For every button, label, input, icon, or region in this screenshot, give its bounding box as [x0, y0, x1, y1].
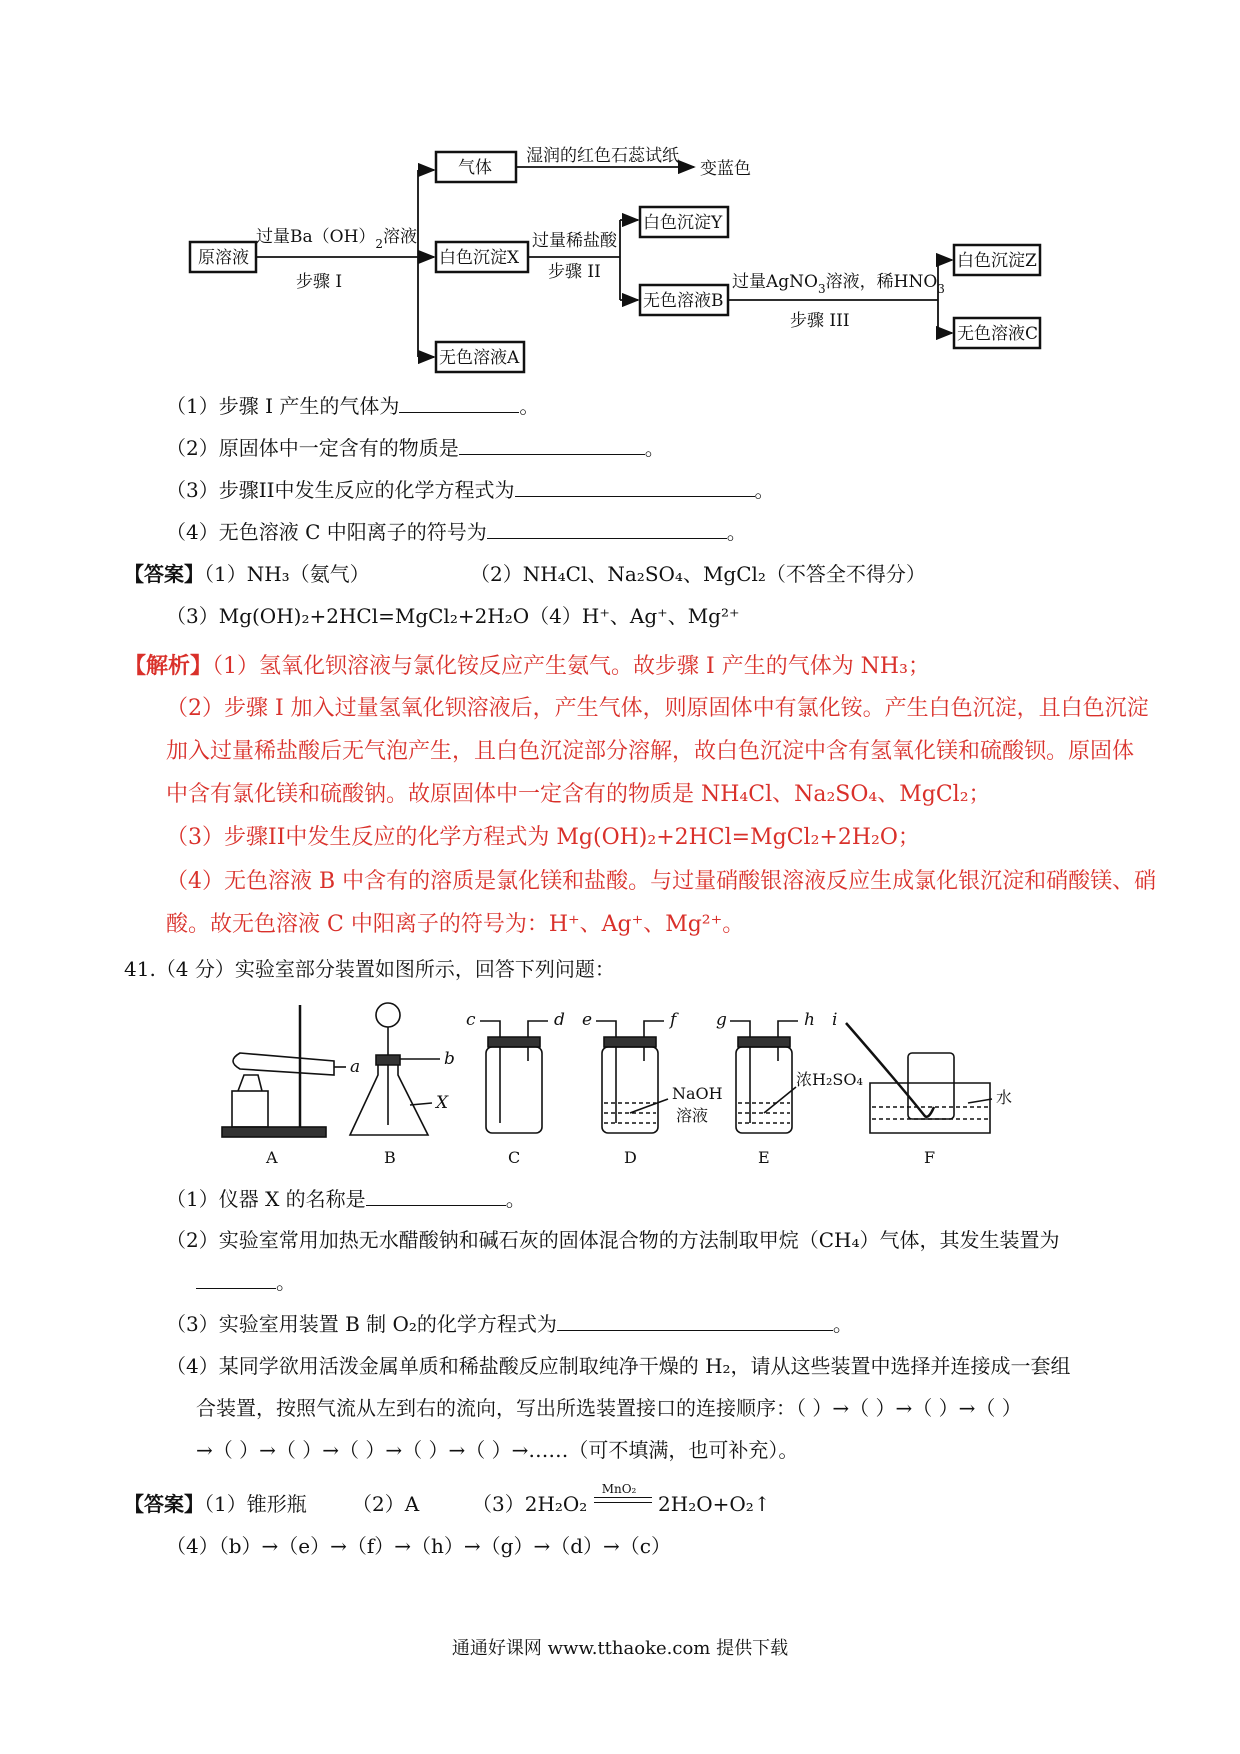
q40-q1: （1）步骤 I 产生的气体为 。	[166, 394, 540, 418]
catalyst-label: MnO₂	[601, 1482, 637, 1496]
flow-reagent3: 过量AgNO$_3$溶液，稀$HNO_3$	[732, 272, 945, 296]
apparatus-name-d: D	[624, 1148, 637, 1167]
flow-step3: 步骤 III	[790, 311, 850, 331]
q40-answer-3: （3）Mg(OH)₂+2HCl=MgCl₂+2H₂O（4）H⁺、Ag⁺、Mg²⁺	[166, 604, 740, 628]
q41-q4a: （4）某同学欲用活泼金属单质和稀盐酸反应制取纯净干燥的 H₂，请从这些装置中选择并连接成一套组	[166, 1354, 1071, 1378]
q41-q4c: →（ ）→（ ）→（ ）→（ ）→（ ）→……（可不填满，也可补充）。	[196, 1438, 799, 1462]
flow-colorless-c: 无色溶液C	[957, 324, 1039, 344]
flow-orig: 原溶液	[198, 248, 249, 268]
q41-q2-blank: 。	[196, 1268, 296, 1296]
q40-exp-4a: （4）无色溶液 B 中含有的溶质是氯化镁和盐酸。与过量硝酸银溶液反应生成氯化银沉淀和硝酸镁、硝	[166, 869, 1157, 894]
apparatus-name-b: B	[384, 1148, 396, 1167]
apparatus-label-d: d	[554, 1010, 565, 1030]
flow-blue: 变蓝色	[700, 159, 751, 179]
flow-step2: 步骤 II	[548, 262, 601, 282]
flow-reagent2: 过量稀盐酸	[532, 231, 617, 251]
apparatus-label-x: X	[436, 1093, 449, 1113]
apparatus-label-g: g	[716, 1010, 727, 1030]
apparatus-label-i: i	[832, 1010, 838, 1030]
flow-white-x: 白色沉淀X	[439, 248, 520, 268]
apparatus-naoh-solution: 溶液	[676, 1106, 709, 1125]
footer: 通通好课网 www.tthaoke.com 提供下载	[451, 1638, 789, 1659]
apparatus-name-c: C	[508, 1148, 521, 1167]
apparatus-name-e: E	[758, 1148, 770, 1167]
q41-q1: （1）仪器 X 的名称是 。	[166, 1187, 526, 1211]
q40-exp-3: （3）步骤II中发生反应的化学方程式为 Mg(OH)₂+2HCl=MgCl₂+2H₂O；	[166, 825, 920, 850]
apparatus-label-c: c	[466, 1010, 476, 1030]
flow-litmus: 湿润的红色石蕊试纸	[526, 146, 679, 166]
q41-answer-3: （3）2H₂O₂ MnO₂ 2H₂O+O₂↑	[472, 1490, 771, 1518]
apparatus-name-f: F	[924, 1148, 936, 1167]
q40-answer-2: （2）NH₄Cl、Na₂SO₄、MgCl₂（不答全不得分）	[470, 562, 926, 586]
q40-q3: （3）步骤II中发生反应的化学方程式为 。	[166, 478, 775, 502]
q40-q2: （2）原固体中一定含有的物质是 。	[166, 436, 665, 460]
q40-q4: （4）无色溶液 C 中阳离子的符号为 。	[166, 520, 747, 544]
q41-q4b: 合装置，按照气流从左到右的流向，写出所选装置接口的连接顺序：（ ）→（ ）→（ ）→（ ）	[196, 1396, 1022, 1420]
q41-q3: （3）实验室用装置 B 制 O₂的化学方程式为 。	[166, 1312, 853, 1336]
q40-exp-4b: 酸。故无色溶液 C 中阳离子的符号为：H⁺、Ag⁺、Mg²⁺。	[166, 912, 745, 937]
apparatus-figure	[0, 995, 1240, 1185]
apparatus-label-b: b	[444, 1049, 455, 1069]
catalyst-equals	[594, 1482, 652, 1511]
apparatus-water: 水	[996, 1088, 1013, 1107]
flow-white-y: 白色沉淀Y	[643, 213, 723, 233]
flow-reagent1: 过量$Ba(OH)_2$溶液	[256, 227, 418, 251]
q41-answer-2: （2）A	[352, 1492, 420, 1516]
q41-title: 41.（4 分）实验室部分装置如图所示，回答下列问题：	[124, 957, 615, 981]
q40-exp-1: 【解析】（1）氢氧化钡溶液与氯化铵反应产生氨气。故步骤 I 产生的气体为 NH₃；	[124, 653, 930, 679]
apparatus-label-e: e	[582, 1010, 593, 1030]
flow-colorless-b: 无色溶液B	[643, 291, 724, 311]
q40-exp-2a: （2）步骤 I 加入过量氢氧化钡溶液后，产生气体，则原固体中有氯化铵。产生白色沉淀，且白色沉淀	[166, 696, 1149, 721]
apparatus-name-a: A	[266, 1148, 278, 1167]
q40-answer-1: 【答案】（1）NH₃（氨气）	[124, 562, 370, 586]
flow-step1: 步骤 I	[296, 272, 343, 292]
q41-answer-1: 【答案】（1）锥形瓶	[124, 1492, 307, 1516]
flow-colorless-a: 无色溶液A	[439, 348, 520, 368]
apparatus-label-a: a	[350, 1057, 361, 1077]
flow-gas: 气体	[458, 158, 492, 178]
q40-exp-2c: 中含有氯化镁和硫酸钠。故原固体中一定含有的物质是 NH₄Cl、Na₂SO₄、MgCl₂；	[166, 782, 991, 807]
apparatus-label-f: f	[670, 1010, 677, 1030]
flow-white-z: 白色沉淀Z	[957, 251, 1037, 271]
apparatus-naoh: NaOH	[672, 1084, 723, 1103]
apparatus-h2so4: 浓H₂SO₄	[796, 1070, 863, 1089]
q40-exp-2b: 加入过量稀盐酸后无气泡产生，且白色沉淀部分溶解，故白色沉淀中含有氢氧化镁和硫酸钡。原固体	[166, 739, 1135, 764]
q41-answer-4: （4）（b）→（e）→（f）→（h）→（g）→（d）→（c）	[166, 1534, 671, 1558]
apparatus-label-h: h	[804, 1010, 815, 1030]
q41-q2: （2）实验室常用加热无水醋酸钠和碱石灰的固体混合物的方法制取甲烷（CH₄）气体，其发生装置为	[166, 1228, 1060, 1252]
